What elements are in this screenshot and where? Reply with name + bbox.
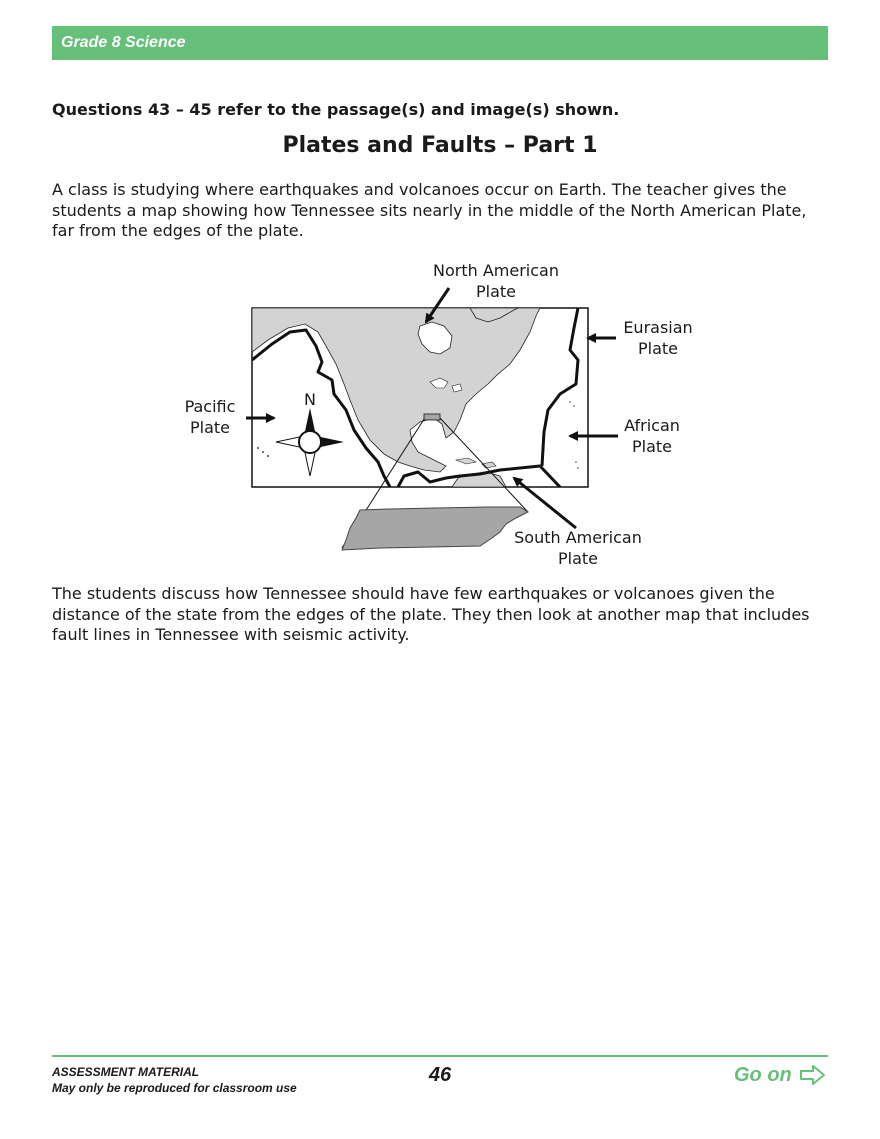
header-label: Grade 8 Science bbox=[61, 34, 186, 51]
compass-north-label: N bbox=[304, 390, 316, 409]
label-south-american-plate: South American Plate bbox=[514, 528, 642, 568]
footer-line-1: ASSESSMENT MATERIAL bbox=[52, 1065, 200, 1079]
label-north-american-plate: North American Plate bbox=[433, 261, 559, 301]
passage-paragraph-1: A class is studying where earthquakes and volcanoes occur on Earth. The teacher gives the students a map showing how Tennessee sits nearly in the middle of the North American Plate, far from the edges of the plate. bbox=[52, 180, 807, 240]
label-eurasian-plate: Eurasian Plate bbox=[623, 318, 693, 358]
label-african-plate: African Plate bbox=[624, 416, 680, 456]
go-on-link[interactable]: Go on bbox=[734, 1064, 792, 1086]
intro-text: Questions 43 – 45 refer to the passage(s) and image(s) shown. bbox=[52, 100, 620, 119]
page-number: 46 bbox=[428, 1064, 452, 1086]
right-arrow-icon[interactable] bbox=[799, 1063, 827, 1087]
footer-rule bbox=[52, 1055, 828, 1057]
passage-paragraph-2: The students discuss how Tennessee should have few earthquakes or volcanoes given the distance of the state from the edges of the plate. They then look at another map that includes fault lines in Tennessee with seismic activity. bbox=[52, 584, 810, 644]
tennessee-marker bbox=[424, 414, 440, 420]
footer-line-2: May only be reproduced for classroom use bbox=[52, 1081, 297, 1095]
label-pacific-plate: Pacific Plate bbox=[184, 397, 236, 437]
page-title: Plates and Faults – Part 1 bbox=[282, 133, 598, 158]
